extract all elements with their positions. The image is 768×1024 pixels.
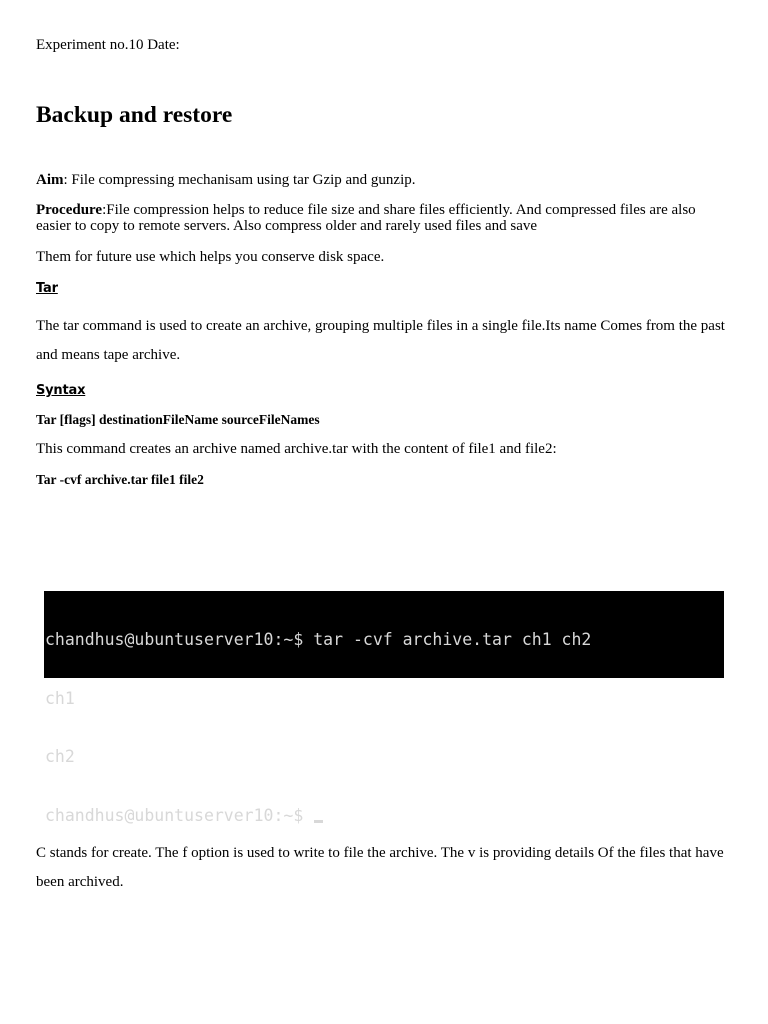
explanation-paragraph: C stands for create. The f option is used to write to file the archive. The v is providing details Of the files that have been archived. — [36, 845, 724, 890]
example-command: Tar -cvf archive.tar file1 file2 — [36, 472, 204, 487]
procedure-label: Procedure — [36, 202, 103, 218]
aim-text: : File compressing mechanisam using tar Gzip and gunzip. — [63, 172, 416, 188]
terminal-prompt: chandhus@ubuntuserver10:~$ — [45, 805, 314, 825]
tar-heading: Tar — [36, 281, 58, 296]
terminal-line: ch1 — [45, 688, 75, 708]
procedure-text: :File compression helps to reduce file size and share files efficiently. And compressed files are also easier to copy to remote servers. Also compress older and rarely used files and save — [36, 202, 696, 234]
aim-label: Aim — [36, 172, 64, 188]
terminal-cursor — [314, 820, 323, 823]
procedure-continued: Them for future use which helps you conserve disk space. — [36, 249, 385, 265]
procedure-paragraph — [36, 203, 726, 234]
page-title: Backup and restore — [36, 102, 233, 128]
terminal-line: chandhus@ubuntuserver10:~$ tar -cvf archive.tar ch1 ch2 — [45, 630, 592, 649]
terminal-screenshot — [44, 591, 724, 825]
syntax-heading: Syntax — [36, 383, 86, 398]
tar-description: The tar command is used to create an archive, grouping multiple files in a single file.Its name Comes from the past and means tape archive. — [36, 318, 725, 363]
syntax-line: Tar [flags] destinationFileName sourceFileNames — [36, 412, 320, 427]
experiment-header-line: Experiment no.10 Date: — [36, 37, 180, 53]
aim-paragraph — [36, 173, 416, 188]
terminal-prompt-line — [45, 806, 724, 826]
command-description: This command creates an archive named archive.tar with the content of file1 and file2: — [36, 441, 557, 457]
terminal-line: ch2 — [45, 747, 75, 766]
